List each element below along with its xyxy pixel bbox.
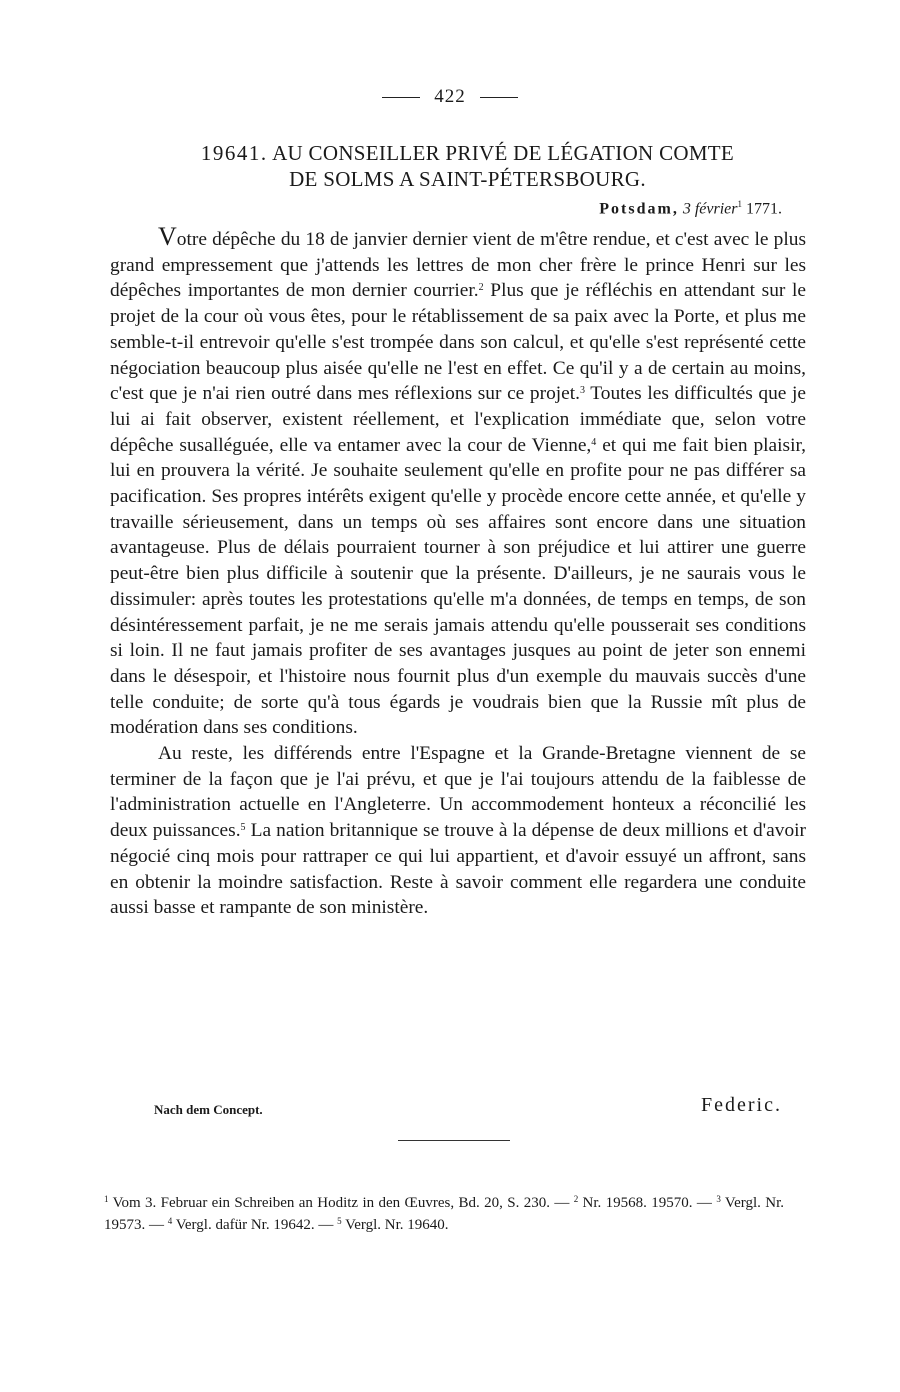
paragraph-2-text-a: Au reste, les différends entre l'Espagne et la Grande-Bretagne viennent de se terminer de la façon que je l'ai prévu, et que je l'ai toujours attendu de la faiblesse de l'administration actuelle en l'Angleterre. Un accommodement honteux a réconcilié les deux puissances. [110,743,806,842]
title-text-1: AU CONSEILLER PRIVÉ DE LÉGATION COMTE [272,141,735,165]
page-header [0,86,900,108]
header-rule-left [382,97,420,98]
dateline-year: 1771. [746,200,782,218]
paragraph-1 [110,224,806,741]
page-number: 422 [434,86,466,107]
footnote-2-mark: 2 [573,1194,579,1204]
footnote-mark-5: 5 [240,822,246,834]
footnote-mark-2: 2 [478,282,484,294]
source-note: Nach dem Concept. [154,1102,263,1117]
footnote-4: Vergl. dafür Nr. 19642. — [172,1217,338,1233]
footnotes [104,1192,784,1236]
dateline [400,199,782,218]
header-rule-right [480,97,518,98]
dateline-date: 3 février [682,200,738,218]
footnote-mark-1: 1 [737,199,742,209]
footnote-5: Vergl. Nr. 19640. [341,1217,449,1233]
initial-letter: V [158,222,177,251]
letter-body [110,224,806,921]
footnote-mark-4: 4 [591,436,597,448]
footnote-5-mark: 5 [337,1216,342,1226]
paragraph-1-text-b: Plus que je réfléchis en attendant sur le projet de la cour où vous êtes, pour le rétablissement de sa paix avec la Porte, et plus me semble-t-il entrevoir qu'elle s'est trompée dans son calcul, et qu'elle s'est représenté cette négociation beaucoup plus aisée qu'elle ne l'est en effet. Ce qu'il y a de certain au moins, c'est que je n'ai rien outré dans mes réflexions sur ce projet. [110,280,806,405]
paragraph-2-text-b: La nation britannique se trouve à la dépense de deux millions et d'avoir négocié cinq mois pour rattraper ce qui lui appartient, et d'avoir essuyé un affront, sans en obtenir la moindre satisfaction. Reste à savoir comment elle regardera une conduite aussi basse et rampante de son ministère. [110,820,806,919]
footnote-2: Nr. 19568. 19570. — [578,1195,717,1211]
footnote-separator [398,1140,510,1141]
signature: Federic. [701,1094,782,1116]
paragraph-1-text-a: otre dépêche du 18 de janvier dernier vient de m'être rendue, et c'est avec le plus grand empressement que j'attends les lettres de mon cher frère le prince Henri sur les dépêches importantes de mon dernier courrier. [110,229,806,302]
footnote-4-mark: 4 [167,1216,173,1226]
footnote-3-mark: 3 [716,1194,721,1204]
dateline-place: Potsdam, [599,200,679,218]
paragraph-2 [110,741,806,921]
footnote-1-mark: 1 [104,1194,109,1204]
letter-title [150,140,785,192]
title-line-1 [150,140,785,166]
signoff [110,1094,782,1124]
footnote-mark-3: 3 [580,385,585,397]
footnote-3: Vergl. Nr. 19573. — [104,1195,785,1233]
paragraph-1-text-c: Toutes les difficultés que je lui ai fait observer, existent réellement, et l'explication immédiate que, selon votre dépêche susalléguée, elle va entamer avec la cour de Vienne, [110,383,806,456]
footnote-1: Vom 3. Februar ein Schreiben an Hoditz in den Œuvres, Bd. 20, S. 230. — [108,1195,574,1211]
paragraph-1-text-d: et qui me fait bien plaisir, lui en prouvera la vérité. Je souhaite seulement qu'elle en profite pour ne pas différer sa pacification. Ses propres intérêts exigent qu'elle y procède encore cette année, et qu'elle y travaille sérieusement, dans un temps où ses affaires sont encore dans une situation avantageuse. Plus de délais pourraient tourner à son préjudice et lui attirer une guerre peut-être bien plus difficile à soutenir que la présente. D'ailleurs, je ne saurais vous le dissimuler: après toutes les protestations qu'elle m'a données, de temps en temps, de son désintéressement parfait, je ne me serais jamais attendu qu'elle pousserait ses conditions si loin. Il ne faut jamais profiter de ses avantages jusques au point de jeter son ennemi dans le désespoir, et l'histoire nous fournit plus d'un exemple du mauvais succès d'une telle conduite; de sorte qu'à tous égards je voudrais bien que la Russie mît plus de modération dans ses conditions. [110,434,806,739]
title-line-2: DE SOLMS A SAINT-PÉTERSBOURG. [289,167,646,191]
letter-number: 19641. [200,141,268,165]
